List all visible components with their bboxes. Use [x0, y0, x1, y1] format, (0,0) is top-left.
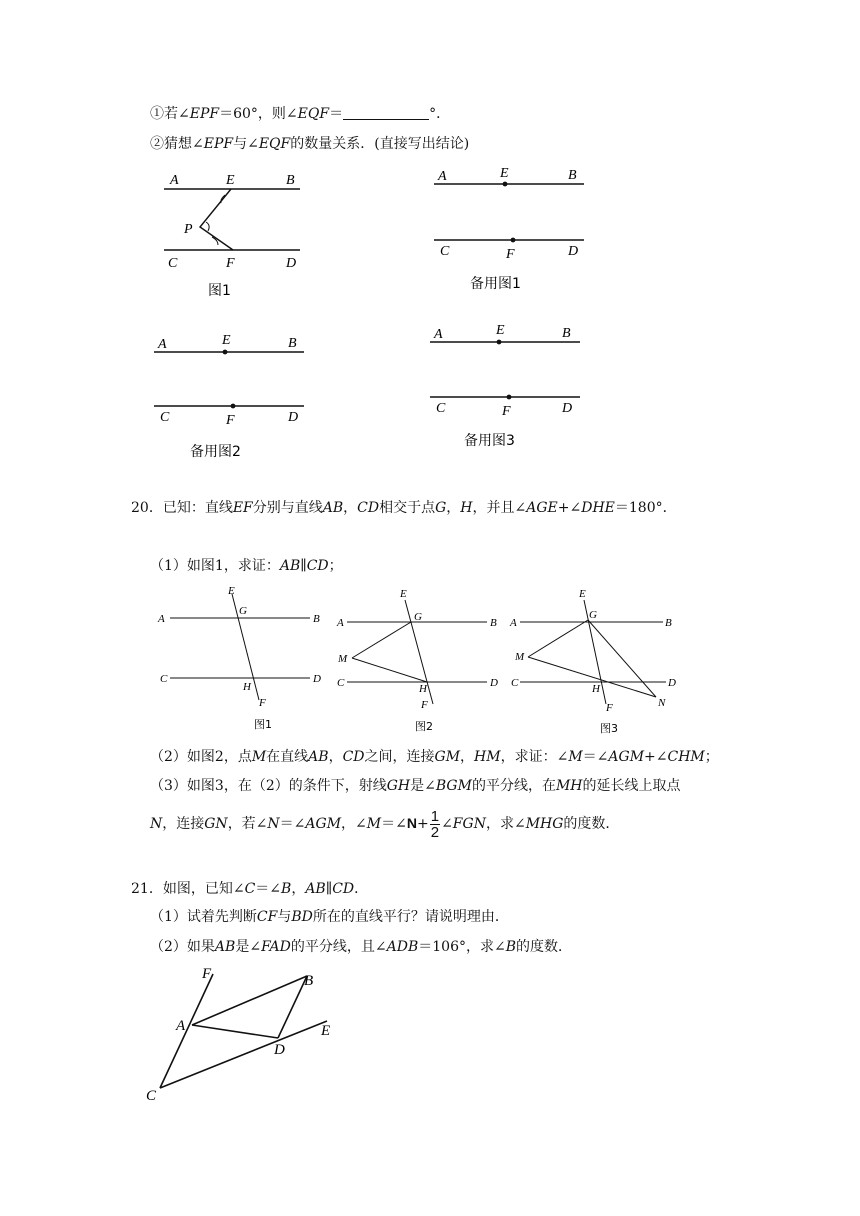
figure-caption: 备用图2: [190, 444, 241, 460]
question-number: 21．: [131, 881, 163, 897]
label-b: B: [562, 326, 571, 341]
label-f: F: [202, 966, 212, 982]
label-e: E: [222, 333, 231, 348]
q21-part2: （2）如果AB是∠FAD的平分线，且∠ADB＝106°，求∠B的度数．: [150, 939, 573, 955]
label-a: A: [158, 613, 165, 625]
label-c: C: [511, 677, 519, 689]
label-d: D: [313, 673, 321, 685]
label-d: D: [286, 256, 297, 271]
q20-part2: （2）如图2，点M在直线AB，CD之间，连接GM，HM，求证：∠M＝∠AGM+∠CHM；: [150, 749, 719, 765]
label-c: C: [146, 1088, 157, 1104]
q19-spare-figure-2: [150, 326, 320, 466]
label-d: D: [490, 677, 498, 689]
label-a: A: [176, 1018, 186, 1034]
fraction-one-half: $\frac{1}{2}$: [430, 807, 440, 841]
q21-figure: [140, 960, 350, 1110]
label-h: H: [243, 681, 251, 693]
label-c: C: [436, 401, 446, 416]
label-n: N: [658, 697, 666, 709]
label-g: G: [589, 609, 597, 621]
label-f: F: [226, 413, 235, 428]
figure-caption: 备用图3: [464, 433, 515, 449]
q19-part1: ①若∠EPF＝60°，则∠EQF＝ °．: [150, 106, 451, 122]
label-c: C: [160, 673, 168, 685]
label-g: G: [239, 605, 247, 617]
label-m: M: [338, 653, 348, 665]
label-d: D: [274, 1042, 285, 1058]
label-c: C: [440, 244, 450, 259]
label-a: A: [337, 617, 344, 629]
figure-caption: 图3: [600, 722, 618, 735]
q20-part1: （1）如图1，求证：AB∥CD；: [150, 558, 343, 574]
figure-caption: 图1: [254, 718, 272, 731]
label-b: B: [665, 617, 672, 629]
q20-stem: 20．已知：直线EF分别与直线AB，CD相交于点G，H，并且∠AGE+∠DHE＝180°．: [131, 500, 677, 516]
q19-figure-1: [150, 165, 320, 305]
q19-spare-figure-3: [426, 318, 596, 458]
q20-figure-2: [335, 584, 505, 736]
circle-number-1: ①: [150, 106, 164, 122]
question-number: 20．: [131, 500, 163, 516]
q21-part1: （1）试着先判断CF与BD所在的直线平行？请说明理由．: [150, 909, 509, 925]
label-c: C: [337, 677, 345, 689]
label-a: A: [158, 337, 167, 352]
q21-stem: 21．如图，已知∠C＝∠B，AB∥CD．: [131, 881, 369, 897]
label-e: E: [400, 588, 407, 600]
label-d: D: [668, 677, 676, 689]
label-d: D: [568, 244, 579, 259]
label-m: M: [515, 651, 525, 663]
label-e: E: [500, 166, 509, 181]
label-a: A: [434, 327, 443, 342]
label-a: A: [438, 169, 447, 184]
q20-part3-line1: （3）如图3，在（2）的条件下，射线GH是∠BGM的平分线，在MH的延长线上取点: [150, 778, 681, 794]
label-h: H: [419, 683, 427, 695]
label-e: E: [321, 1023, 331, 1039]
circle-number-2: ②: [150, 136, 164, 152]
label-f: F: [502, 404, 511, 419]
label-f: F: [421, 699, 428, 711]
q20-figure-3: [508, 584, 693, 739]
label-b: B: [288, 336, 297, 351]
q20-figure-1: [155, 582, 330, 732]
label-h: H: [592, 683, 600, 695]
label-g: G: [414, 611, 422, 623]
label-d: D: [288, 410, 299, 425]
label-b: B: [313, 613, 320, 625]
label-f: F: [506, 247, 515, 262]
figure-caption: 备用图1: [470, 276, 521, 292]
label-e: E: [228, 585, 235, 597]
label-b: B: [304, 973, 314, 989]
label-f: F: [606, 702, 613, 714]
label-b: B: [568, 168, 577, 183]
q19-part2: ②猜想∠EPF与∠EQF的数量关系．(直接写出结论): [150, 136, 470, 152]
answer-blank[interactable]: [343, 105, 429, 120]
label-d: D: [562, 401, 573, 416]
label-b: B: [490, 617, 497, 629]
label-c: C: [168, 256, 178, 271]
q20-part3-line2: N，连接GN，若∠N＝∠AGM，∠M＝∠N+ $\frac{1}{2}$ ∠FGN，求∠MHG的度数．: [150, 807, 620, 841]
label-e: E: [226, 173, 235, 188]
label-p: P: [184, 222, 193, 237]
figure-caption: 图1: [208, 283, 231, 299]
label-b: B: [286, 173, 295, 188]
label-c: C: [160, 410, 170, 425]
label-e: E: [579, 588, 586, 600]
figure-caption: 图2: [415, 720, 433, 733]
label-f: F: [259, 697, 266, 709]
label-a: A: [510, 617, 517, 629]
q19-spare-figure-1: [430, 160, 600, 300]
label-e: E: [496, 323, 505, 338]
label-f: F: [226, 256, 235, 271]
label-a: A: [170, 173, 179, 188]
